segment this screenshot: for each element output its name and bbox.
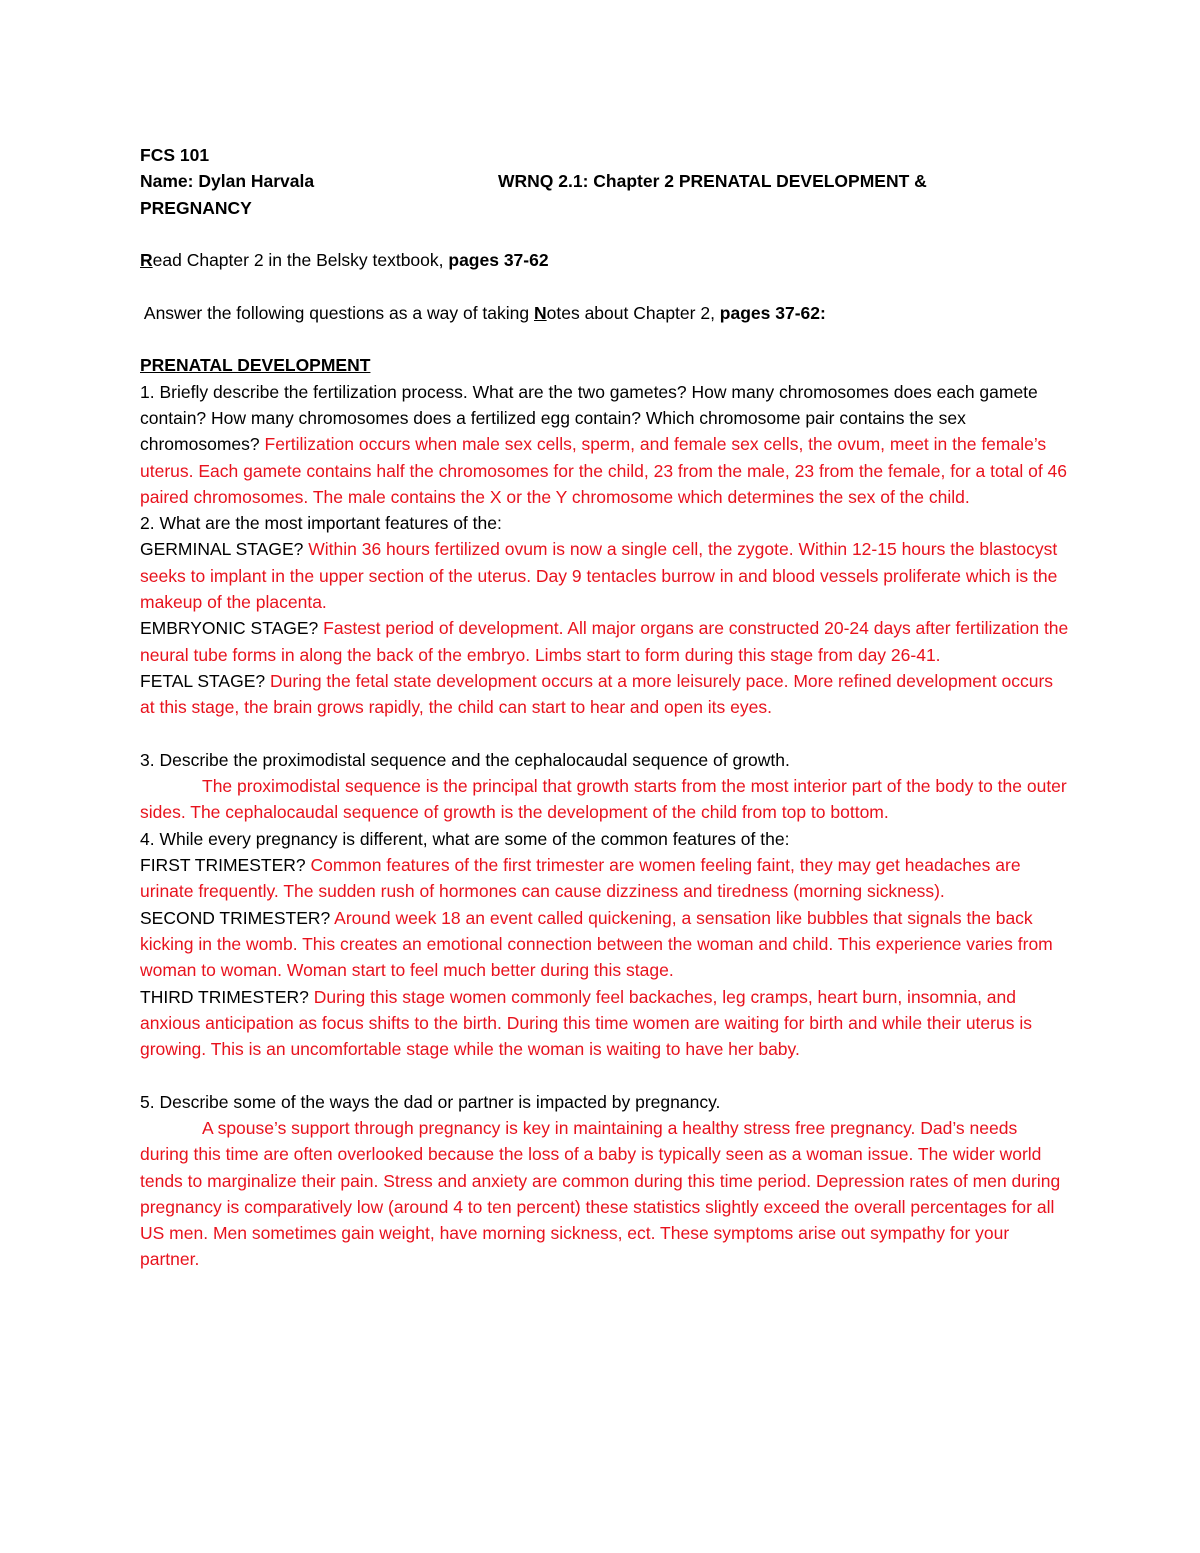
question-2: 2. What are the most important features of the: [140,513,502,534]
assignment-title: WRNQ 2.1: Chapter 2 PRENATAL DEVELOPMENT & [498,171,927,192]
third-trimester-label: THIRD TRIMESTER? [140,986,314,1007]
first-trimester [140,852,1070,905]
answer-1-text: Fertilization occurs when male sex cells, sperm, and female sex cells, the ovum, meet in the female’s uterus. Each gamete contains half the chromosomes for the child, 23 from the male, 23 from the female, for a total of 46 paired chromosomes. The male contains the X or the Y chromosome which determines the sex of the child. [140,434,1068,507]
answer-instruction [140,300,1070,326]
fetal-label: FETAL STAGE? [140,670,270,691]
answer-5-text: A spouse’s support through pregnancy is key in maintaining a healthy stress free pregnancy. Dad’s needs during this time are often overlooked because the loss of a baby is typically seen as a woman issue. The wider world tends to marginalize their pain. Stress and anxiety are common during this time period. Depression rates of men during pregnancy is comparatively low (around 4 to ten percent) these statistics slightly exceed the overall percentages for all US men. Men sometimes gain weight, have morning sickness, ect. These symptoms arise out sympathy for your partner. [140,1117,1061,1270]
embryonic-label: EMBRYONIC STAGE? [140,618,324,639]
spacer [140,1062,1070,1088]
question-4: 4. While every pregnancy is different, what are some of the common features of the: [140,828,790,849]
reading-instruction [140,247,1070,273]
header-row [140,168,1070,194]
germinal-label: GERMINAL STAGE? [140,539,309,560]
read-first-letter: R [140,250,153,271]
third-trimester-answer: During this stage women commonly feel backaches, leg cramps, heart burn, insomnia, and anxious anticipation as focus shifts to the birth. During this time women are waiting for birth and while their uterus is growing. This is an uncomfortable stage while the woman is waiting to have her baby. [140,986,1032,1060]
spacer [140,273,1070,299]
embryonic-answer: Fastest period of development. All major organs are constructed 20-24 days after fertilization the neural tube forms in along the back of the embryo. Limbs start to form during this stage from day 26-41. [140,618,1069,665]
answer-3-text: The proximodistal sequence is the principal that growth starts from the most interior part of the body to the outer sides. The cephalocaudal sequence of growth is the development of the child from top to bottom. [140,776,1067,823]
spacer [140,326,1070,352]
read-text: ead Chapter 2 in the Belsky textbook, [152,250,449,271]
second-trimester-answer: Around week 18 an event called quickening, a sensation like bubbles that signals the back kicking in the womb. This creates an emotional connection between the woman and child. This experience varies from woman to woman. Woman start to feel much better during this stage. [140,907,1053,981]
answer-pre: Answer the following questions as a way of taking [140,302,534,323]
student-name: Name: Dylan Harvala [140,171,315,192]
first-trimester-answer: Common features of the first trimester are women feeling faint, they may get headaches are urinate frequently. The sudden rush of hormones can cause dizziness and tiredness (morning sickness). [140,855,1021,902]
document-body [140,142,1070,1273]
fetal-answer: During the fetal state development occurs at a more leisurely pace. More refined development occurs at this stage, the brain grows rapidly, the child can start to hear and open its eyes. [140,670,1054,718]
germinal-stage [140,536,1070,615]
second-trimester-label: SECOND TRIMESTER? [140,907,335,928]
question-3: 3. Describe the proximodistal sequence and the cephalocaudal sequence of growth. [140,749,790,770]
assignment-title-cont: PREGNANCY [140,197,252,218]
answer-3 [140,773,1070,826]
answer-mid: otes about Chapter 2, [546,302,720,323]
first-trimester-label: FIRST TRIMESTER? [140,855,311,876]
second-trimester [140,905,1070,984]
spacer [140,221,1070,247]
third-trimester [140,984,1070,1063]
question-1 [140,379,1070,510]
fetal-stage [140,668,1070,721]
germinal-answer: Within 36 hours fertilized ovum is now a single cell, the zygote. Within 12-15 hours the blastocyst seeks to implant in the upper section of the uterus. Day 9 tentacles burrow in and blood vessels proliferate which is the makeup of the placenta. [140,539,1058,613]
answer-5 [140,1115,1070,1273]
question-1-text: 1. Briefly describe the fertilization process. What are the two gametes? How many chromosomes does each gamete contain? How many chromosomes does a fertilized egg contain? Which chromosome pair contains the sex chromosomes? [140,381,1038,455]
spacer [140,721,1070,747]
question-5: 5. Describe some of the ways the dad or partner is impacted by pregnancy. [140,1091,721,1112]
answer-n-letter: N [533,302,547,323]
section-heading: PRENATAL DEVELOPMENT [140,355,371,376]
read-pages: pages 37-62 [448,250,549,271]
course-title: FCS 101 [140,145,210,165]
embryonic-stage [140,615,1070,668]
answer-pages: pages 37-62: [719,302,826,323]
